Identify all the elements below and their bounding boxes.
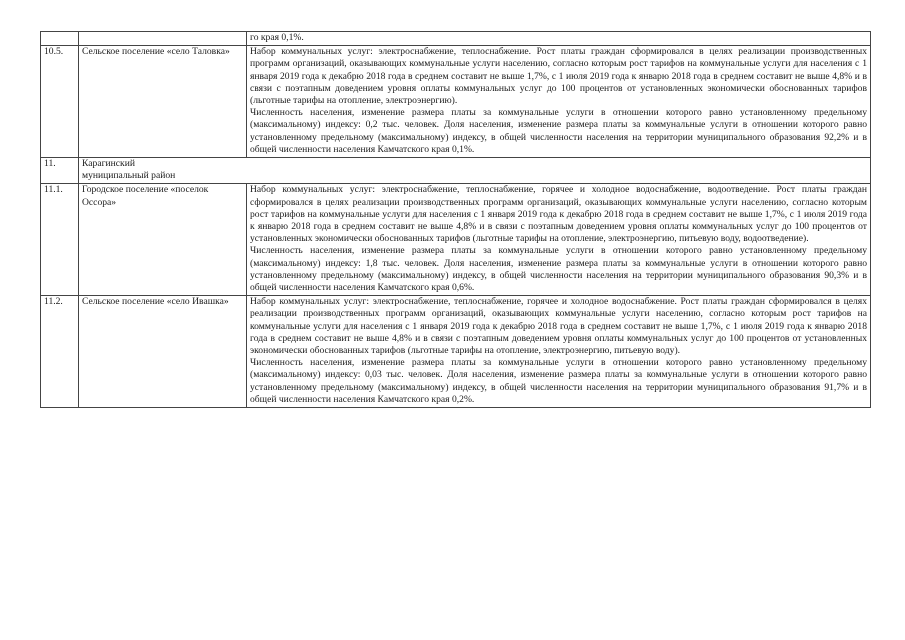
description-paragraph: Набор коммунальных услуг: электроснабжение, теплоснабжение. Рост платы граждан сформировался в целях реализации производственных программ организаций, оказывающих коммунальные услуги населению, согласно которым рост тарифов на коммунальные услуги для населения с 1 января 2019 года к декабрю 2018 года в среднем составит не выше 1,7%, с 1 июля 2019 года к январю 2018 года в среднем составит не выше 4,8% и в связи с поэтапным доведением уровня оплаты коммунальных услуг до 100 процентов от установленных экономически обоснованных тарифов (льготные тарифы на отопление, электроэнергию). xyxy=(250,46,867,107)
district-name xyxy=(79,158,871,184)
settlement-name: Сельское поселение «село Ивашка» xyxy=(79,296,247,408)
district-name-text: Карагинский муниципальный район xyxy=(82,158,176,182)
description-paragraph: Численность населения, изменение размера платы за коммунальные услуги в отношении которого равно установленному предельному (максимальному) индексу: 1,8 тыс. человек. Доля населения, изменение размера платы за коммунальные услуги в отношении которого равно установленному предельному (максимальному) индексу, в общей численности населения на территории муниципального образования 90,3% и в общей численности населения Камчатского края 0,6%. xyxy=(250,245,867,294)
settlement-name xyxy=(79,32,247,46)
description-paragraph: Набор коммунальных услуг: электроснабжение, теплоснабжение, горячее и холодное водоснабжение. Рост платы граждан сформировался в целях реализации производственных программ организаций, оказывающих коммунальные услуги населению, согласно которым рост тарифов на коммунальные услуги для населения с 1 января 2019 года к декабрю 2018 года в среднем составит не выше 1,7%, с 1 июля 2019 года к январю 2018 года в среднем составит не выше 4,8% и в связи с поэтапным доведением уровня оплаты коммунальных услуг до 100 процентов от установленных экономически обоснованных тарифов (льготные тарифы на отопление, электроэнергию, питьевую воду). xyxy=(250,296,867,357)
settlement-name: Сельское поселение «село Таловка» xyxy=(79,46,247,158)
row-description xyxy=(247,184,871,296)
description-paragraph: Набор коммунальных услуг: электроснабжение, теплоснабжение, горячее и холодное водоснабжение, водоотведение. Рост платы граждан сформировался в целях реализации производственных программ организаций, оказывающих коммунальные услуги населению, согласно которым рост тарифов на коммунальные услуги для населения с 1 января 2019 года к декабрю 2018 года в среднем составит не выше 1,7%, с 1 июля 2019 года к январю 2018 года в среднем составит не выше 4,8% и в связи с поэтапным доведением уровня оплаты коммунальных услуг до 100 процентов от установленных экономически обоснованных тарифов (льготные тарифы на отопление, электроэнергию, питьевую воду, водоотведение). xyxy=(250,184,867,245)
table-row xyxy=(41,46,871,158)
table-row xyxy=(41,184,871,296)
row-number: 11.1. xyxy=(41,184,79,296)
row-number: 11.2. xyxy=(41,296,79,408)
row-number: 10.5. xyxy=(41,46,79,158)
row-number xyxy=(41,32,79,46)
description-paragraph: Численность населения, изменение размера платы за коммунальные услуги в отношении которого равно установленному предельному (максимальному) индексу: 0,2 тыс. человек. Доля населения, изменение размера платы за коммунальные услуги в отношении которого равно установленному предельному (максимальному) индексу, в общей численности населения на территории муниципального образования 92,2% и в общей численности населения Камчатского края 0,1%. xyxy=(250,107,867,155)
tariff-table xyxy=(40,31,871,408)
table-row xyxy=(41,158,871,184)
settlement-name: Городское поселение «поселок Оссора» xyxy=(79,184,247,296)
table-row xyxy=(41,32,871,46)
row-description xyxy=(247,32,871,46)
row-description xyxy=(247,46,871,158)
document-page xyxy=(40,31,870,408)
row-number: 11. xyxy=(41,158,79,184)
row-description xyxy=(247,296,871,408)
description-paragraph: Численность населения, изменение размера платы за коммунальные услуги в отношении которого равно установленному предельному (максимальному) индексу: 0,03 тыс. человек. Доля населения, изменение размера платы за коммунальные услуги в отношении которого равно установленному предельному (максимальному) индексу, в общей численности населения на территории муниципального образования 91,7% и в общей численности населения Камчатского края 0,2%. xyxy=(250,357,867,405)
table-row xyxy=(41,296,871,408)
description-paragraph: го края 0,1%. xyxy=(250,32,304,43)
